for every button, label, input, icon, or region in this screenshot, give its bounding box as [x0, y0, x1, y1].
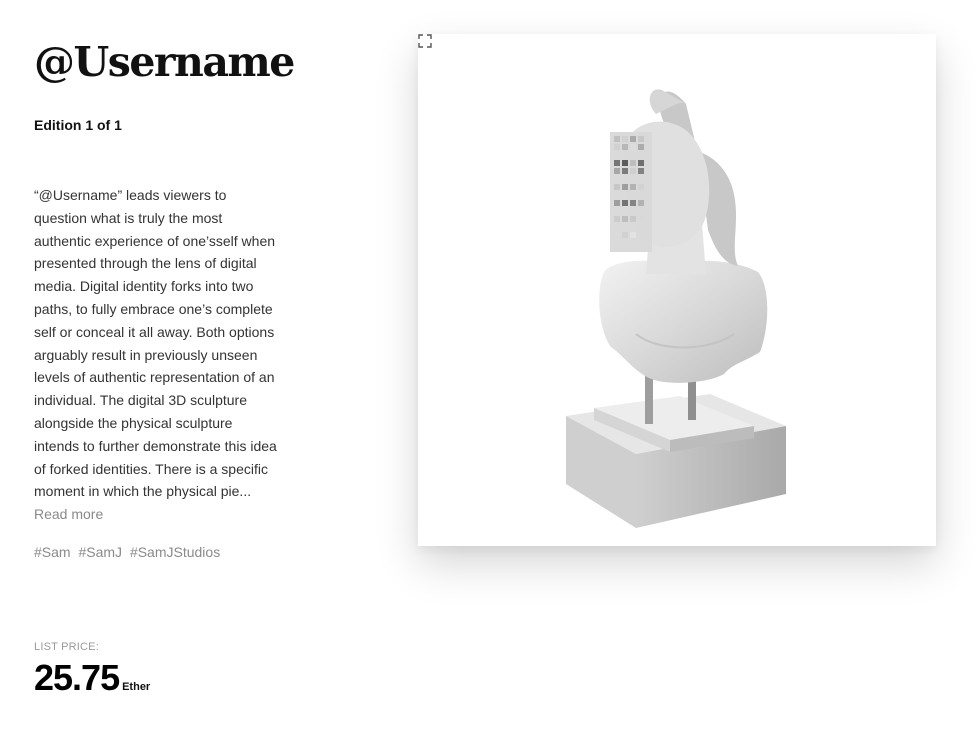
price-unit: Ether	[122, 681, 151, 693]
tag-link[interactable]: #Sam	[34, 544, 71, 560]
pixel-face	[610, 132, 652, 252]
sculpture-image	[418, 34, 936, 546]
artwork-title: @Username	[34, 38, 294, 86]
artwork-image[interactable]	[418, 34, 936, 546]
tag-link[interactable]: #SamJ	[78, 544, 123, 560]
price-value: 25.75	[34, 657, 120, 698]
edition-label: Edition 1 of 1	[34, 117, 122, 133]
artwork-description	[34, 184, 279, 526]
description-text: “@Username” leads viewers to question what is truly the most authentic experience of one’sself when presented through the lens of digital media. Digital identity forks into two paths, to fully embrace one’s complete self or conceal it all away. Both options arguably result in previously unseen levels of authentic representation of an individual. The digital 3D sculpture alongside the physical sculpture intends to further demonstrate this idea of forked identities. There is a specific moment in which the physical pie...	[34, 187, 277, 500]
expand-icon[interactable]	[418, 34, 432, 48]
price-row	[34, 657, 151, 698]
tag-link[interactable]: #SamJStudios	[129, 544, 221, 560]
tag-list	[34, 544, 224, 560]
read-more-link[interactable]: Read more	[34, 506, 104, 523]
list-price-label: LIST PRICE:	[34, 641, 99, 653]
